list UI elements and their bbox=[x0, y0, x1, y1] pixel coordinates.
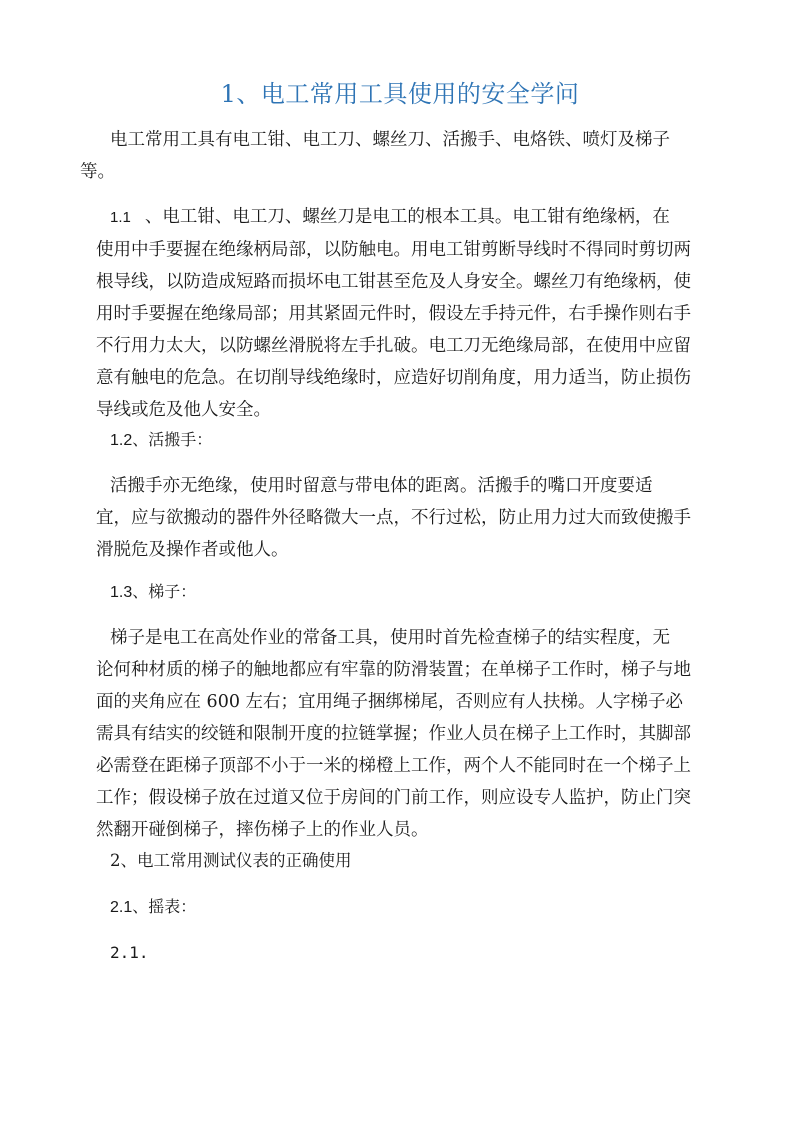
section-1-3-label: 、梯子： bbox=[132, 582, 197, 601]
section-1-2-line: 活搬手亦无绝缘，使用时留意与带电体的距离。活搬手的嘴口开度要适 bbox=[110, 476, 653, 496]
section-1-1-line: 、电工钳、电工刀、螺丝刀是电工的根本工具。电工钳有绝缘柄，在 bbox=[144, 207, 670, 227]
section-1-2-number: 1.2 bbox=[110, 432, 133, 449]
section-1-1-number: 1.1 bbox=[110, 209, 131, 226]
section-1-2-paragraph bbox=[96, 470, 710, 566]
section-2-1-label: 、摇表： bbox=[132, 897, 197, 916]
section-1-1-paragraph bbox=[96, 201, 710, 426]
section-1-3-line: 然翻开碰倒梯子，摔伤梯子上的作业人员。 bbox=[96, 820, 429, 840]
section-2-1-heading bbox=[110, 891, 710, 924]
section-1-3-line: 梯子是电工在高处作业的常备工具，使用时首先检查梯子的结实程度，无 bbox=[110, 628, 670, 648]
document-title: 1、电工常用工具使用的安全学问 bbox=[220, 80, 580, 108]
section-1-1-line: 不行用力太大，以防螺丝滑脱将左手扎破。电工刀无绝缘局部，在使用中应留 bbox=[96, 336, 691, 356]
section-1-1-first-line bbox=[110, 201, 710, 234]
section-1-3-heading bbox=[110, 576, 710, 609]
section-1-3-line: 面的夹角应在 600 左右；宜用绳子捆绑梯尾，否则应有人扶梯。人字梯子必 bbox=[96, 692, 684, 712]
section-2-1-number: 2.1 bbox=[110, 899, 133, 916]
intro-paragraph bbox=[80, 124, 710, 188]
intro-line: 电工常用工具有电工钳、电工刀、螺丝刀、活搬手、电烙铁、喷灯及梯子 bbox=[110, 130, 670, 150]
section-1-2-heading bbox=[110, 424, 710, 457]
section-1-3-line: 论何种材质的梯子的触地都应有牢靠的防滑装置；在单梯子工作时，梯子与地 bbox=[96, 660, 691, 680]
section-1-1-line: 意有触电的危急。在切削导线绝缘时，应造好切削角度，用力适当，防止损伤 bbox=[96, 368, 691, 388]
section-1-3-number: 1.3 bbox=[110, 584, 133, 601]
section-1-1-line: 导线或危及他人安全。 bbox=[96, 400, 271, 420]
section-1-3-paragraph bbox=[96, 622, 710, 846]
intro-line: 等。 bbox=[80, 162, 115, 182]
section-1-3-line: 需具有结实的绞链和限制开度的拉链掌握；作业人员在梯子上工作时，其脚部 bbox=[96, 724, 691, 744]
section-1-1-line: 根导线，以防造成短路而损坏电工钳甚至危及人身安全。螺丝刀有绝缘柄，使 bbox=[96, 272, 691, 292]
section-1-2-label: 、活搬手： bbox=[132, 430, 213, 449]
section-2-1-x-heading: 2.1. bbox=[110, 943, 149, 962]
section-1-2-line: 滑脱危及操作者或他人。 bbox=[96, 540, 289, 560]
section-1-3-line: 工作；假设梯子放在过道又位于房间的门前工作，则应设专人监护，防止门突 bbox=[96, 788, 691, 808]
section-1-2-line: 宜，应与欲搬动的器件外径略微大一点，不行过松，防止用力过大而致使搬手 bbox=[96, 508, 691, 528]
section-1-1-line: 使用中手要握在绝缘柄局部，以防触电。用电工钳剪断导线时不得同时剪切两 bbox=[96, 240, 691, 260]
section-1-1-line: 用时手要握在绝缘局部；用其紧固元件时，假设左手持元件，右手操作则右手 bbox=[96, 304, 691, 324]
section-2-heading: 2、电工常用测试仪表的正确使用 bbox=[110, 851, 352, 870]
section-1-3-line: 必需登在距梯子顶部不小于一米的梯橙上工作，两个人不能同时在一个梯子上 bbox=[96, 756, 691, 776]
